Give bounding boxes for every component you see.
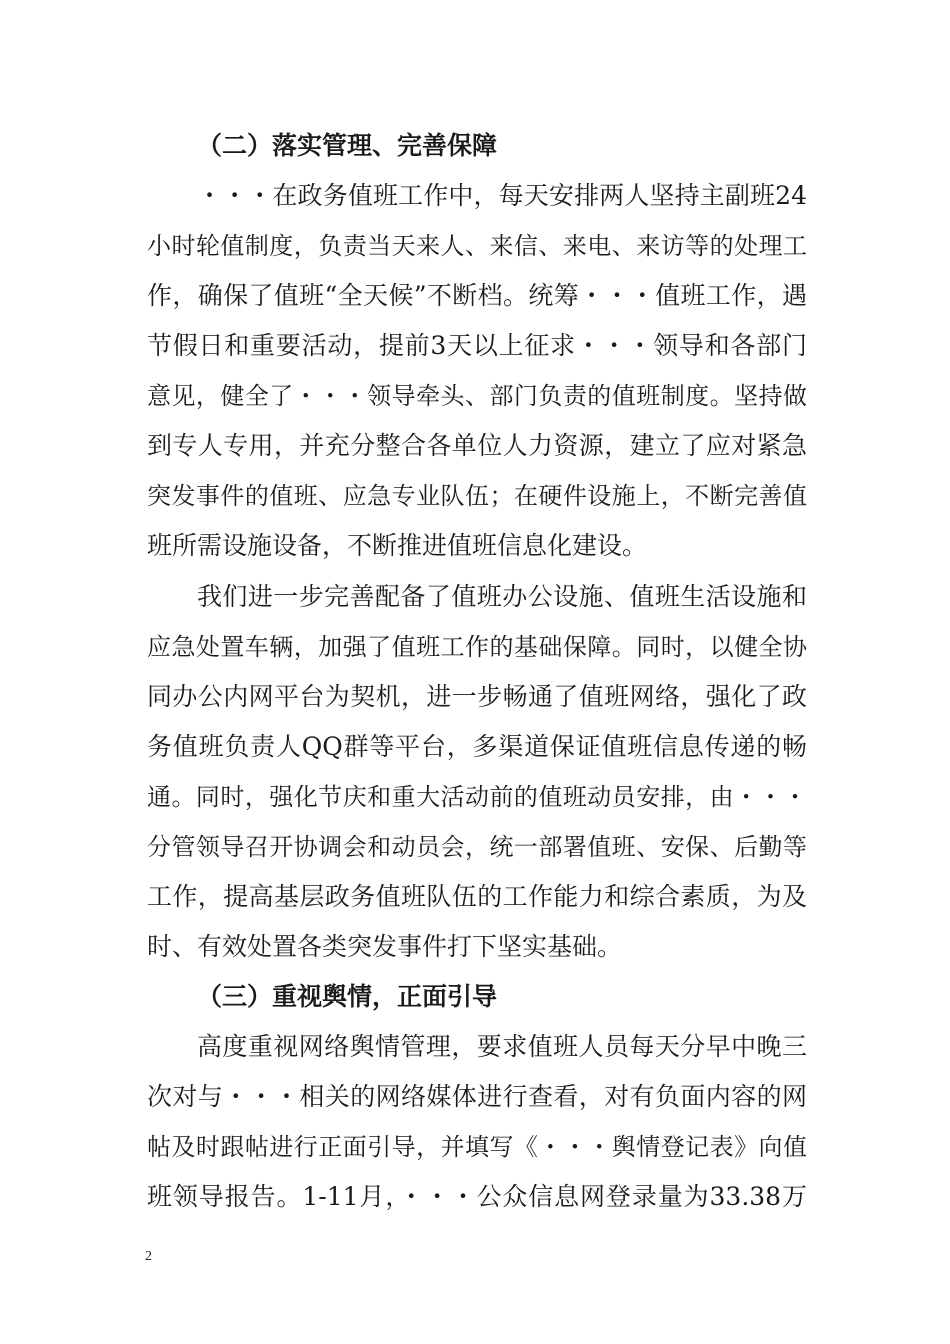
paragraph-line: 务值班负责人QQ群等平台，多渠道保证值班信息传递的畅 [147,732,807,761]
paragraph-line: 作，确保了值班“全天候”不断档。统筹・・・值班工作，遇 [147,281,807,310]
page-number: 2 [145,1249,152,1264]
paragraph-line: 我们进一步完善配备了值班办公设施、值班生活设施和 [197,582,807,611]
paragraph-line: 小时轮值制度，负责当天来人、来信、来电、来访等的处理工 [147,232,807,260]
paragraph-line: 高度重视网络舆情管理，要求值班人员每天分早中晚三 [197,1032,807,1061]
paragraph-line: 到专人专用，并充分整合各单位人力资源，建立了应对紧急 [147,431,807,460]
paragraph-line: ・・・在政务值班工作中，每天安排两人坚持主副班24 [197,181,807,210]
paragraph-line: 意见，健全了・・・领导牵头、部门负责的值班制度。坚持做 [147,382,807,410]
paragraph-line: 应急处置车辆，加强了值班工作的基础保障。同时，以健全协 [147,633,807,661]
paragraph-line: 节假日和重要活动，提前3天以上征求・・・领导和各部门 [147,331,807,360]
paragraph-line: 班领导报告。1-11月，・・・公众信息网登录量为33.38万 [147,1182,807,1211]
paragraph-line: 班所需设施设备，不断推进值班信息化建设。 [147,531,648,560]
section-heading-3: （三）重视舆情，正面引导 [197,982,498,1011]
paragraph-line: 工作，提高基层政务值班队伍的工作能力和综合素质，为及 [147,882,807,911]
paragraph-line: 时、有效处置各类突发事件打下坚实基础。 [147,932,623,961]
paragraph-line: 通。同时，强化节庆和重大活动前的值班动员安排，由・・・ [147,783,807,811]
paragraph-line: 帖及时跟帖进行正面引导，并填写《・・・舆情登记表》向值 [147,1133,807,1161]
paragraph-line: 次对与・・・相关的网络媒体进行查看，对有负面内容的网 [147,1082,807,1111]
paragraph-line: 同办公内网平台为契机，进一步畅通了值班网络，强化了政 [147,682,807,711]
section-heading-2: （二）落实管理、完善保障 [197,131,498,160]
paragraph-line: 分管领导召开协调会和动员会，统一部署值班、安保、后勤等 [147,833,807,861]
paragraph-line: 突发事件的值班、应急专业队伍；在硬件设施上，不断完善值 [147,482,807,510]
